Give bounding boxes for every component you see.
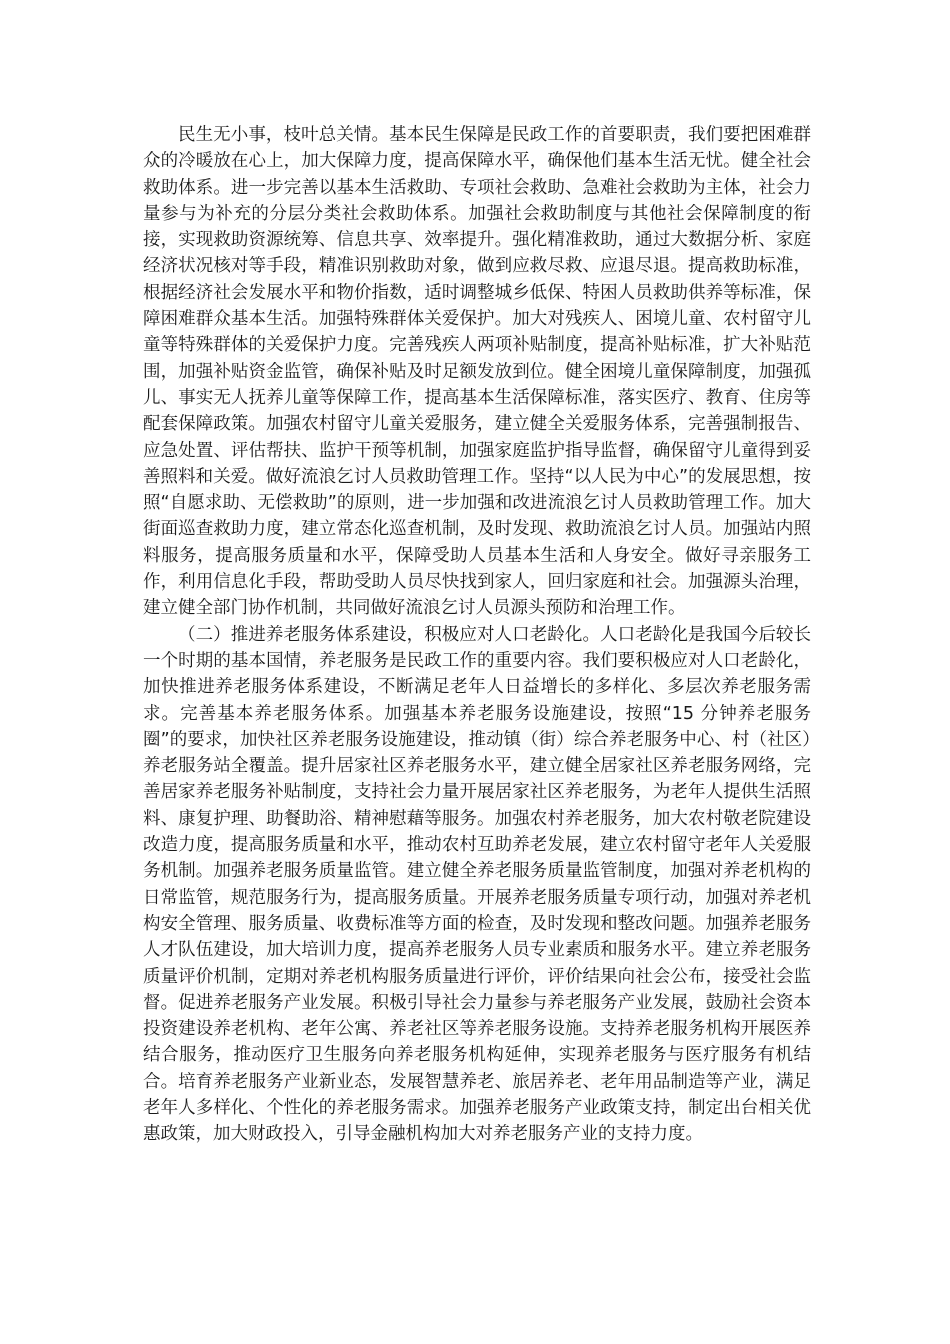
paragraph-social-assistance: 民生无小事，枝叶总关情。基本民生保障是民政工作的首要职责，我们要把困难群众的冷暖放在心上，加大保障力度，提高保障水平，确保他们基本生活无忧。健全社会救助体系。进一步完善以基本生活救助、专项社会救助、急难社会救助为主体，社会力量参与为补充的分层分类社会救助体系。加强社会救助制度与其他社会保障制度的衔接，实现救助资源统筹、信息共享、效率提升。强化精准救助，通过大数据分析、家庭经济状况核对等手段，精准识别救助对象，做到应救尽救、应退尽退。提高救助标准，根据经济社会发展水平和物价指数，适时调整城乡低保、特困人员救助供养等标准，保障困难群众基本生活。加强特殊群体关爱保护。加大对残疾人、困境儿童、农村留守儿童等特殊群体的关爱保护力度。完善残疾人两项补贴制度，提高补贴标准，扩大补贴范围，加强补贴资金监管，确保补贴及时足额发放到位。健全困境儿童保障制度，加强孤儿、事实无人抚养儿童等保障工作，提高基本生活保障标准，落实医疗、教育、住房等配套保障政策。加强农村留守儿童关爱服务，建立健全关爱服务体系，完善强制报告、应急处置、评估帮扶、监护干预等机制，加强家庭监护指导监督，确保留守儿童得到妥善照料和关爱。做好流浪乞讨人员救助管理工作。坚持“以人民为中心”的发展思想，按照“自愿求助、无偿救助”的原则，进一步加强和改进流浪乞讨人员救助管理工作。加大街面巡查救助力度，建立常态化巡查机制，及时发现、救助流浪乞讨人员。加强站内照料服务，提高服务质量和水平，保障受助人员基本生活和人身安全。做好寻亲服务工作，利用信息化手段，帮助受助人员尽快找到家人，回归家庭和社会。加强源头治理，建立健全部门协作机制，共同做好流浪乞讨人员源头预防和治理工作。	[143, 125, 811, 619]
document-body	[143, 122, 811, 1148]
paragraph-elderly-care: （二）推进养老服务体系建设，积极应对人口老龄化。人口老龄化是我国今后较长一个时期的基本国情，养老服务是民政工作的重要内容。我们要积极应对人口老龄化，加快推进养老服务体系建设，不断满足老年人日益增长的多样化、多层次养老服务需求。完善基本养老服务体系。加强基本养老服务设施建设，按照“15 分钟养老服务圈”的要求，加快社区养老服务设施建设，推动镇（街）综合养老服务中心、村（社区）养老服务站全覆盖。提升居家社区养老服务水平，建立健全居家社区养老服务网络，完善居家养老服务补贴制度，支持社会力量开展居家社区养老服务，为老年人提供生活照料、康复护理、助餐助浴、精神慰藉等服务。加强农村养老服务，加大农村敬老院建设改造力度，提高服务质量和水平，推动农村互助养老发展，建立农村留守老年人关爱服务机制。加强养老服务质量监管。建立健全养老服务质量监管制度，加强对养老机构的日常监管，规范服务行为，提高服务质量。开展养老服务质量专项行动，加强对养老机构安全管理、服务质量、收费标准等方面的检查，及时发现和整改问题。加强养老服务人才队伍建设，加大培训力度，提高养老服务人员专业素质和服务水平。建立养老服务质量评价机制，定期对养老机构服务质量进行评价，评价结果向社会公布，接受社会监督。促进养老服务产业发展。积极引导社会力量参与养老服务产业发展，鼓励社会资本投资建设养老机构、老年公寓、养老社区等养老服务设施。支持养老服务机构开展医养结合服务，推动医疗卫生服务向养老服务机构延伸，实现养老服务与医疗服务有机结合。培育养老服务产业新业态，发展智慧养老、旅居养老、老年用品制造等产业，满足老年人多样化、个性化的养老服务需求。加强养老服务产业政策支持，制定出台相关优惠政策，加大财政投入，引导金融机构加大对养老服务产业的支持力度。	[143, 624, 811, 1145]
